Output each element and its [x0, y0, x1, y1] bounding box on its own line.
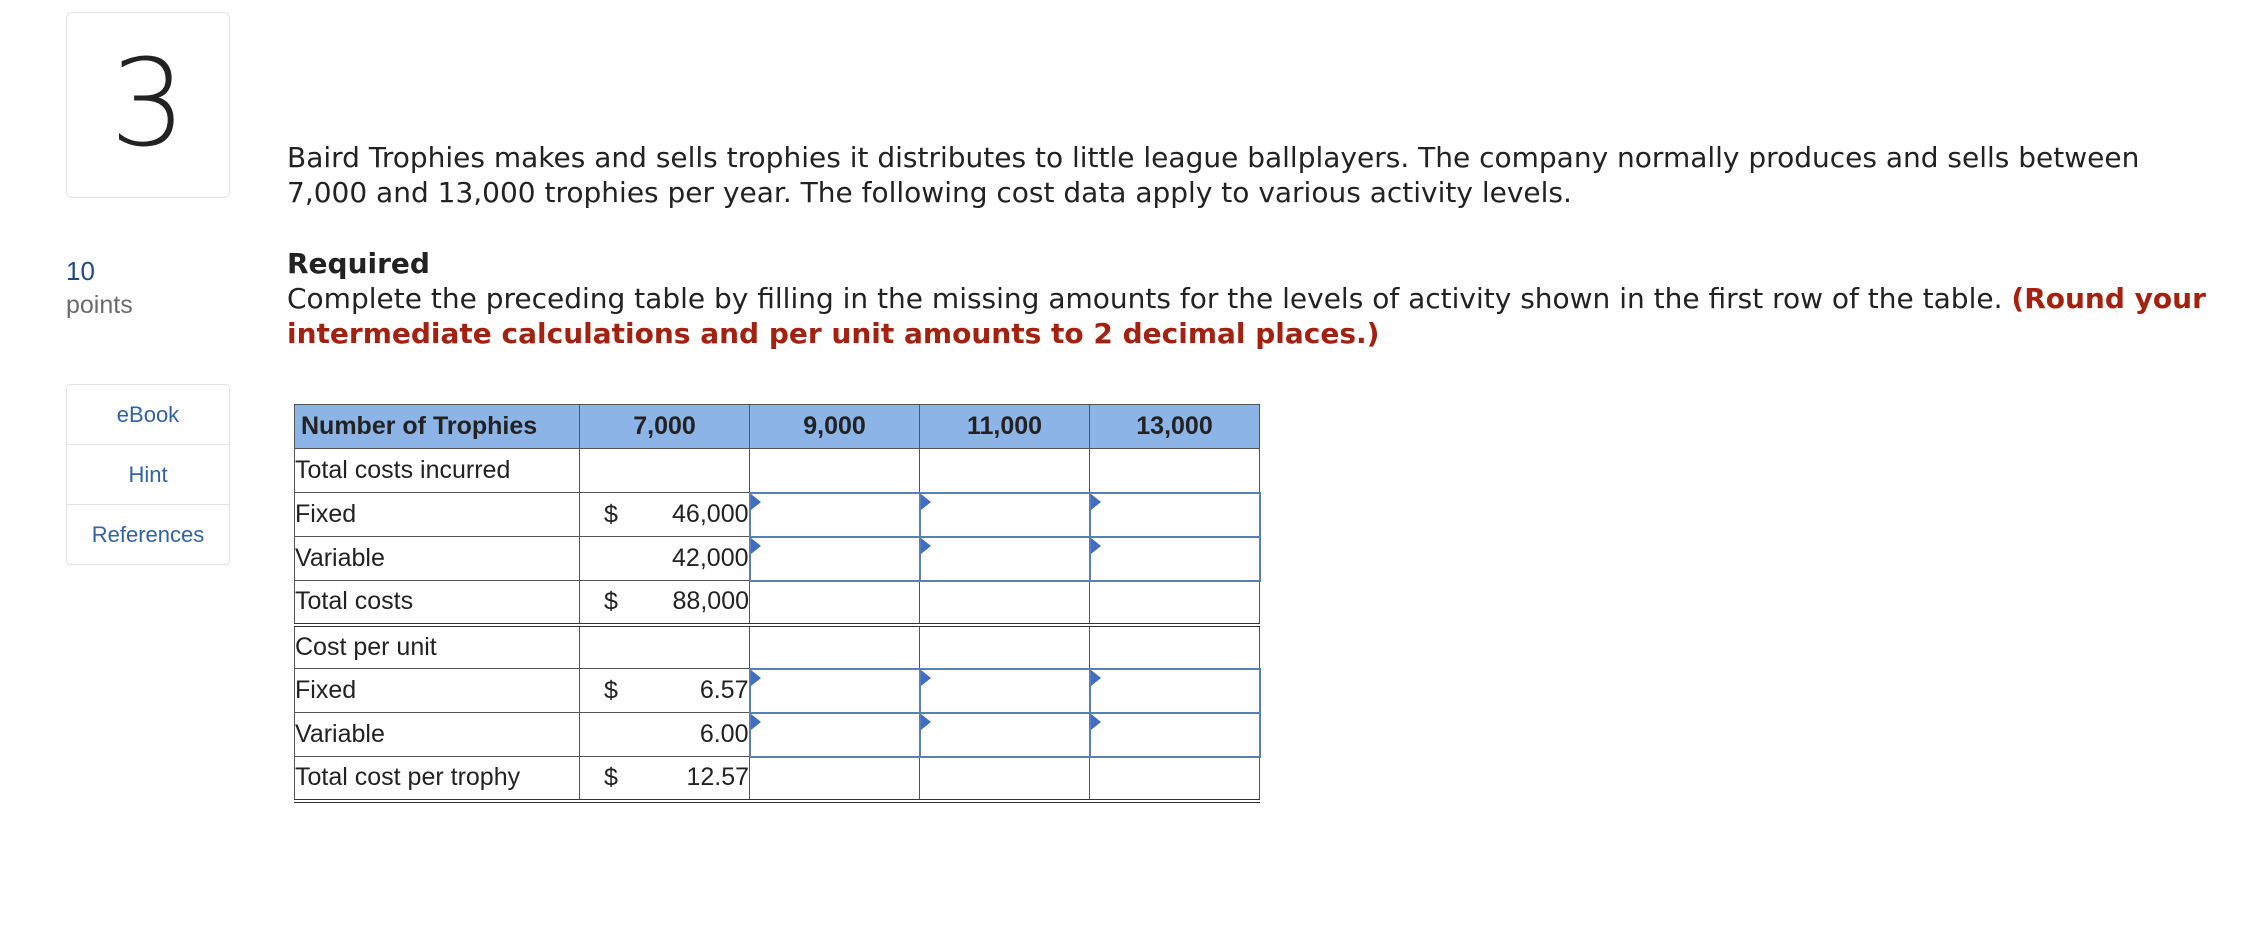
total-costs-7000-cell — [580, 581, 750, 625]
header-9000: 9,000 — [750, 405, 920, 449]
row-label-total-cost-per-trophy: Total cost per trophy — [295, 757, 580, 801]
table-row — [295, 537, 1260, 581]
variable-9000-input[interactable] — [750, 537, 920, 581]
variable-13000-input[interactable] — [1090, 537, 1260, 581]
currency-symbol: $ — [604, 500, 618, 528]
row-label-variable: Variable — [295, 537, 580, 581]
empty-cell — [580, 449, 750, 493]
variable-unit-11000-input[interactable] — [920, 713, 1090, 757]
table-row — [295, 669, 1260, 713]
empty-cell — [750, 625, 920, 669]
row-label-fixed: Fixed — [295, 493, 580, 537]
empty-cell — [920, 449, 1090, 493]
fixed-unit-7000-value: 6.57 — [699, 676, 749, 704]
row-label-variable-unit: Variable — [295, 713, 580, 757]
empty-cell — [1090, 449, 1260, 493]
points-label: points — [66, 291, 133, 319]
hint-link[interactable]: Hint — [67, 445, 229, 505]
header-7000: 7,000 — [580, 405, 750, 449]
fixed-unit-13000-input[interactable] — [1090, 669, 1260, 713]
variable-7000-value: 42,000 — [580, 537, 750, 581]
question-number: 3 — [109, 35, 187, 174]
question-content — [287, 140, 2207, 351]
table-row — [295, 581, 1260, 625]
fixed-9000-input[interactable] — [750, 493, 920, 537]
fixed-unit-7000-cell — [580, 669, 750, 713]
row-label-total-costs-incurred: Total costs incurred — [295, 449, 580, 493]
fixed-11000-input[interactable] — [920, 493, 1090, 537]
fixed-unit-9000-input[interactable] — [750, 669, 920, 713]
empty-cell — [580, 625, 750, 669]
row-label-total-costs: Total costs — [295, 581, 580, 625]
points-info — [66, 254, 133, 322]
currency-symbol: $ — [604, 587, 618, 616]
question-intro: Baird Trophies makes and sells trophies it distributes to little league ballplayers. The company normally produces and sells between 7,000 and 13,000 trophies per year. The following cost data apply to various activity levels. — [287, 141, 2140, 209]
question-number-box — [66, 12, 230, 198]
header-number-of-trophies: Number of Trophies — [295, 405, 580, 449]
total-costs-7000-value: 88,000 — [672, 587, 749, 616]
variable-unit-13000-input[interactable] — [1090, 713, 1260, 757]
table-row — [295, 449, 1260, 493]
fixed-7000-cell — [580, 493, 750, 537]
required-title: Required — [287, 247, 430, 280]
header-11000: 11,000 — [920, 405, 1090, 449]
table-row — [295, 493, 1260, 537]
variable-unit-7000-value: 6.00 — [580, 713, 750, 757]
required-note: (Round your intermediate calculations and per unit amounts to 2 decimal places.) — [287, 282, 2206, 350]
table-header-row — [295, 405, 1260, 449]
variable-11000-input[interactable] — [920, 537, 1090, 581]
empty-cell — [920, 625, 1090, 669]
points-value: 10 — [66, 256, 95, 286]
total-per-trophy-9000-cell — [750, 757, 920, 801]
ebook-link[interactable]: eBook — [67, 385, 229, 445]
cost-table — [294, 404, 1261, 803]
row-label-fixed-unit: Fixed — [295, 669, 580, 713]
empty-cell — [750, 449, 920, 493]
question-tools — [66, 384, 230, 565]
fixed-unit-11000-input[interactable] — [920, 669, 1090, 713]
required-instructions — [287, 281, 2207, 351]
variable-unit-9000-input[interactable] — [750, 713, 920, 757]
fixed-13000-input[interactable] — [1090, 493, 1260, 537]
row-label-cost-per-unit: Cost per unit — [295, 625, 580, 669]
references-link[interactable]: References — [91, 521, 205, 547]
header-13000: 13,000 — [1090, 405, 1260, 449]
total-costs-13000-cell — [1090, 581, 1260, 625]
empty-cell — [1090, 625, 1260, 669]
table-row — [295, 757, 1260, 801]
required-text: Complete the preceding table by filling in the missing amounts for the levels of activity shown in the first row of the table. — [287, 282, 2012, 315]
total-per-trophy-7000-cell — [580, 757, 750, 801]
currency-symbol: $ — [604, 676, 618, 704]
total-costs-9000-cell — [750, 581, 920, 625]
total-costs-11000-cell — [920, 581, 1090, 625]
fixed-7000-value: 46,000 — [672, 500, 749, 528]
total-per-trophy-13000-cell — [1090, 757, 1260, 801]
currency-symbol: $ — [604, 763, 618, 792]
total-per-trophy-7000-value: 12.57 — [686, 763, 749, 792]
total-per-trophy-11000-cell — [920, 757, 1090, 801]
table-row — [295, 713, 1260, 757]
table-row — [295, 625, 1260, 669]
